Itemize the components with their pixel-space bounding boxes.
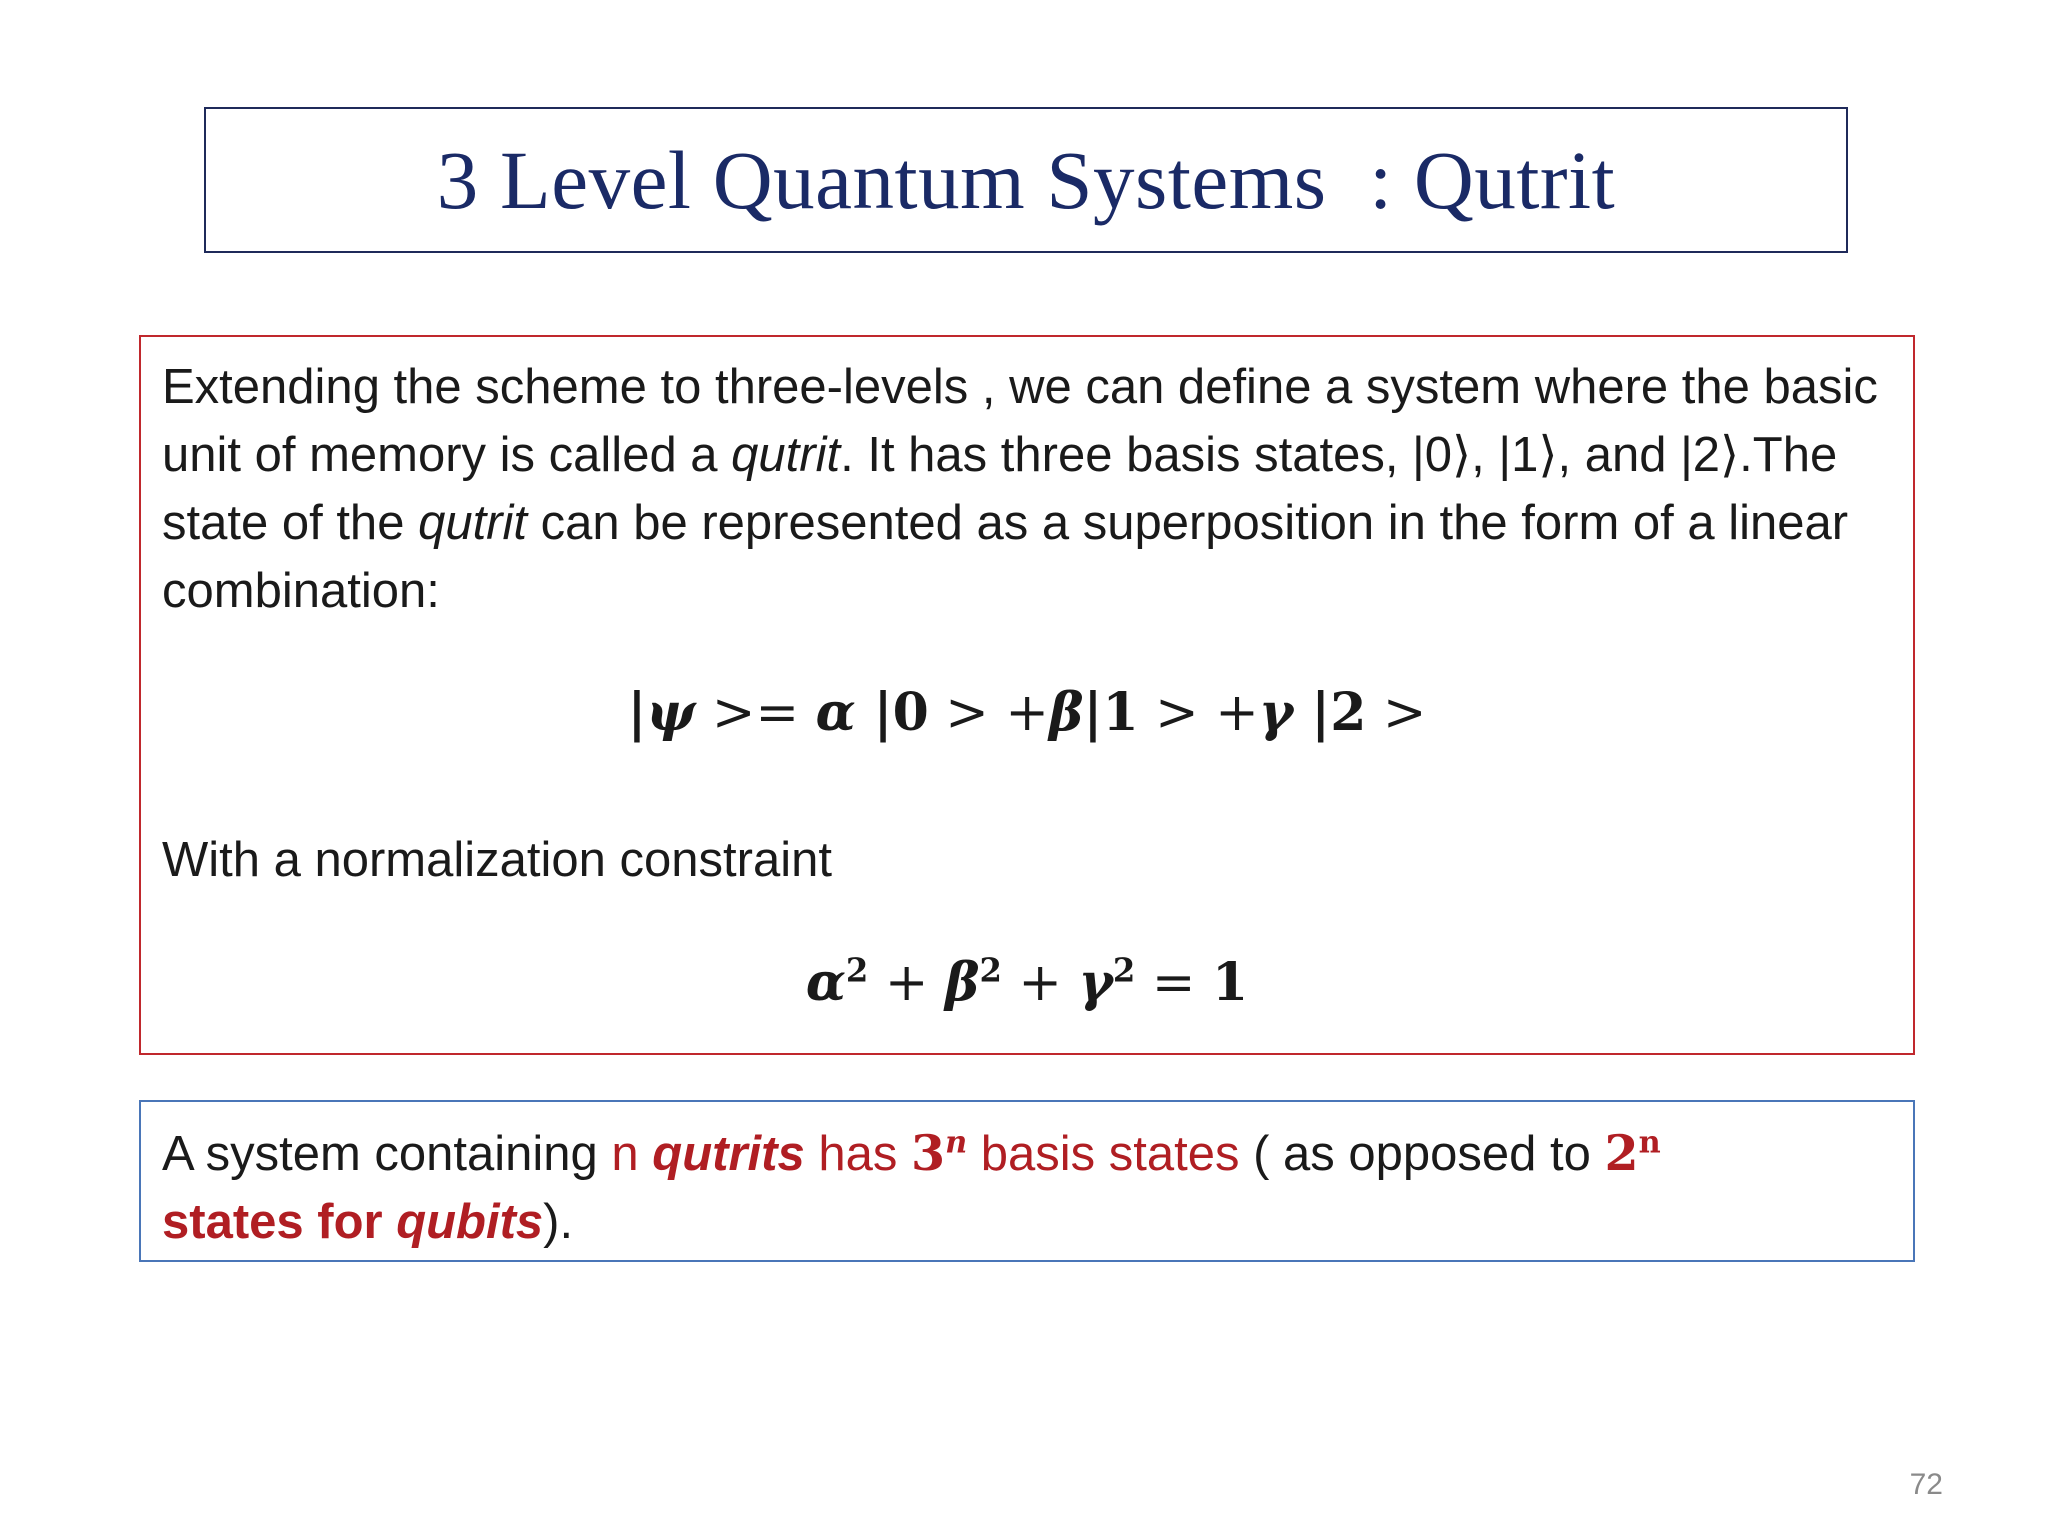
note-opposed: ( as opposed to [1239, 1127, 1605, 1181]
intro-qutrit-2: qutrit [418, 496, 527, 550]
eq-ket0: |0 [855, 682, 929, 743]
norm-plus2: + [1001, 953, 1079, 1013]
note-text-1: A system containing [162, 1127, 612, 1181]
note-qutrits: qutrits [652, 1127, 805, 1181]
eq-gamma: γ [1258, 682, 1294, 743]
note-two-exp: n [1638, 1124, 1661, 1161]
note-close: ). [543, 1195, 574, 1249]
norm-equals: = [1135, 953, 1212, 1013]
superposition-equation [141, 682, 1913, 743]
norm-beta: β [944, 952, 980, 1013]
norm-one: 1 [1211, 952, 1249, 1013]
note-qubits: qubits [396, 1195, 544, 1249]
intro-qutrit-1: qutrit [731, 428, 841, 482]
note-two [1605, 1124, 1661, 1182]
eq-gt2: > [1138, 683, 1216, 743]
norm-exp2: 2 [979, 951, 1002, 990]
note-three [911, 1124, 967, 1182]
title-box [204, 107, 1848, 253]
eq-equals: >= [695, 683, 816, 743]
norm-plus1: + [868, 953, 945, 1013]
slide-title: 3 Level Quantum Systems : Qutrit [436, 134, 1616, 226]
eq-plus2: + [1215, 683, 1259, 743]
basis-states-note-box [139, 1100, 1915, 1262]
eq-beta: β [1049, 682, 1084, 743]
norm-exp3: 2 [1112, 951, 1136, 990]
eq-ket2: |2 [1293, 682, 1367, 743]
qutrit-definition-box [139, 335, 1915, 1055]
basis-states-note [162, 1119, 1902, 1256]
note-n: n [611, 1127, 653, 1181]
note-two-base: 2 [1604, 1124, 1639, 1182]
note-three-exp: n [945, 1124, 968, 1161]
eq-plus1: + [1005, 683, 1049, 743]
note-three-base: 3 [910, 1124, 946, 1182]
note-has: has [804, 1127, 911, 1181]
intro-text-1: Extending the scheme to three-levels , we can define a system where the basic unit of memory is called a [162, 360, 1878, 482]
norm-gamma: γ [1078, 952, 1113, 1013]
intro-paragraph [162, 353, 1892, 625]
constraint-label: With a normalization constraint [162, 833, 832, 887]
eq-alpha: α [815, 682, 856, 743]
note-basis-states: basis states [967, 1127, 1240, 1181]
note-states-for: states for [162, 1195, 397, 1249]
page-number: 72 [1909, 1468, 1943, 1501]
eq-gt3: > [1366, 683, 1427, 743]
eq-gt1: > [928, 683, 1006, 743]
intro-text-2: . It has three basis states, |0⟩, |1⟩, and |2⟩.The state of the [162, 428, 1838, 550]
norm-alpha: α [805, 952, 846, 1013]
norm-exp1: 2 [845, 951, 869, 990]
eq-psi: |ψ [627, 682, 696, 743]
normalization-equation [141, 952, 1913, 1013]
intro-text-3: can be represented as a superposition in the form of a linear combination: [162, 496, 1849, 618]
eq-ket1: |1 [1083, 682, 1139, 743]
